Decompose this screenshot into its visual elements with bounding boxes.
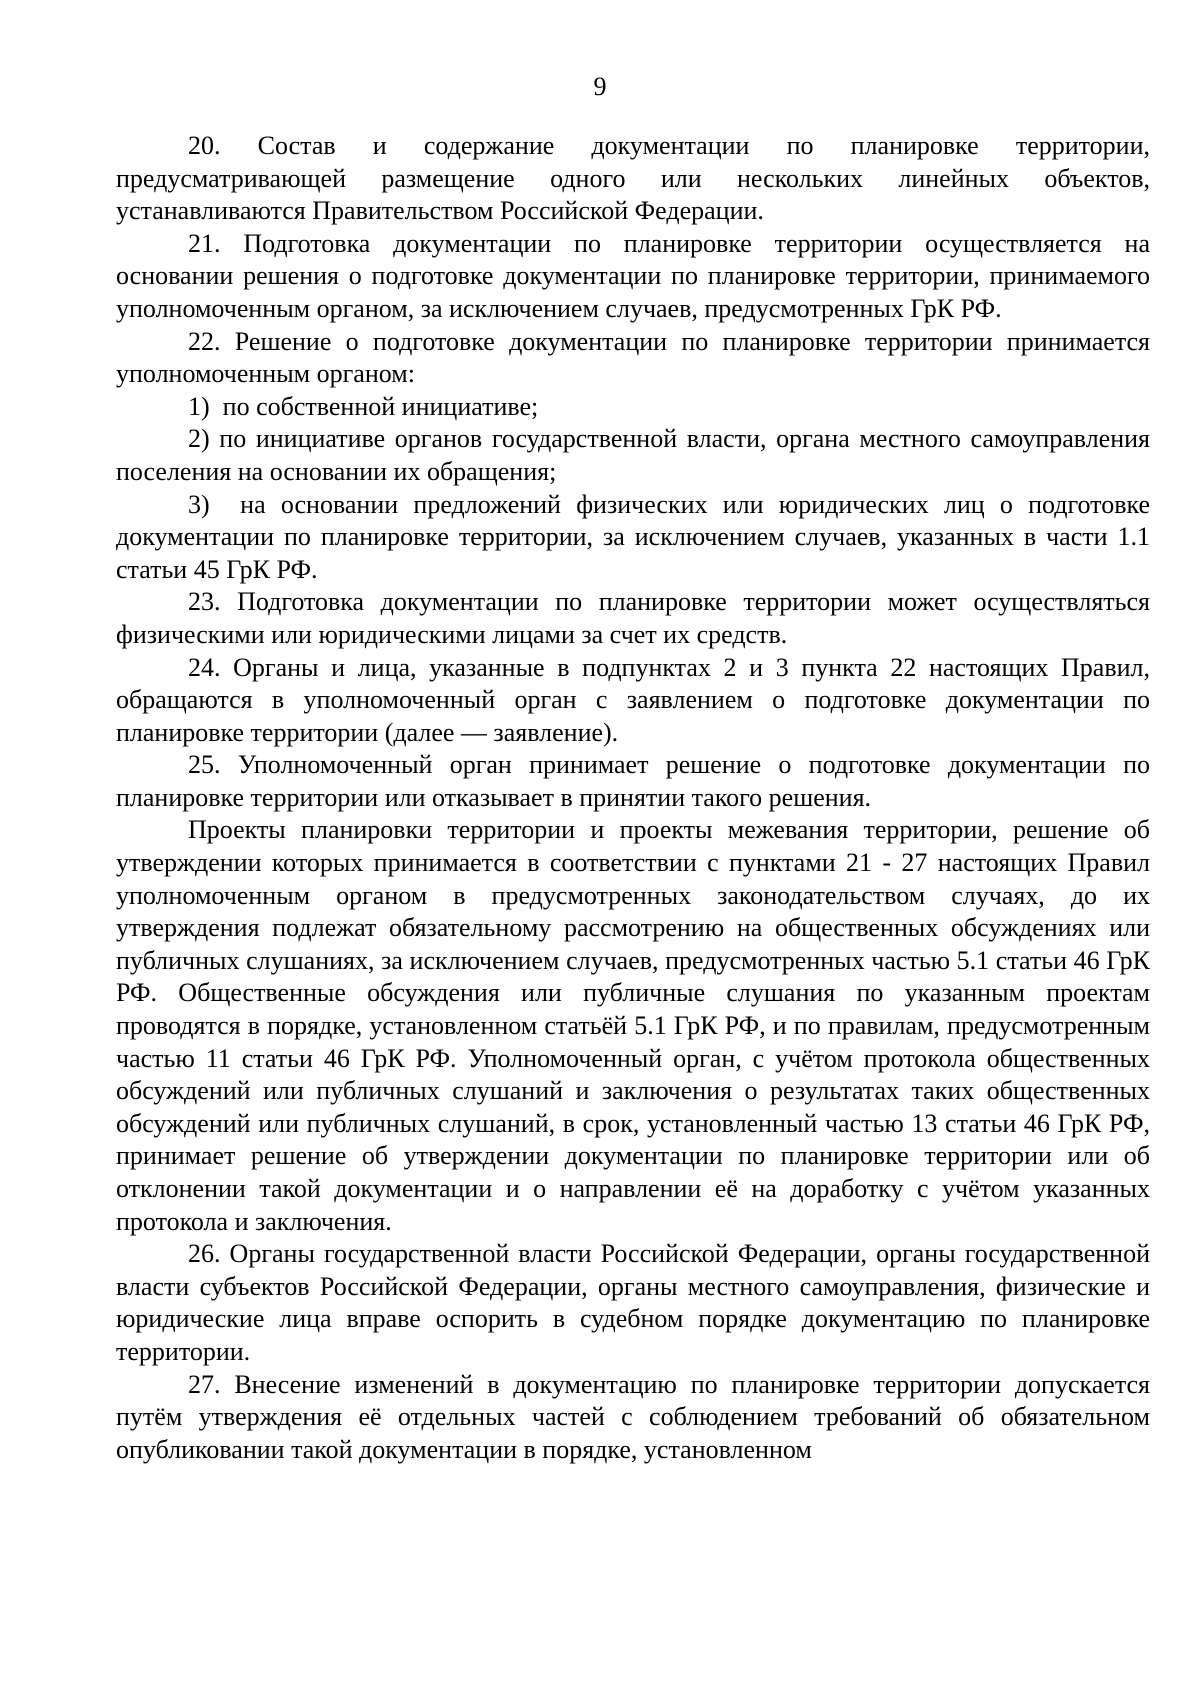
subitem-1 (116, 391, 1150, 424)
page-number: 9 (593, 72, 607, 101)
paragraph-text: Состав и содержание документации по планировке территории, предусматривающей размещение одного или нескольких линейных объектов, устанавливаются Правительством Российской Федерации. (116, 131, 1150, 226)
item-number: 1) (188, 391, 210, 421)
paragraph-text: Органы и лица, указанные в подпунктах 2 и 3 пункта 22 настоящих Правил, обращаются в уполномоченный орган с заявлением о подготовке документации по планировке территории (далее — заявление). (116, 652, 1150, 747)
paragraph-25 (116, 749, 1150, 814)
item-number: 23. (188, 587, 221, 617)
paragraph-23 (116, 586, 1150, 651)
paragraph-text: Уполномоченный орган принимает решение о подготовке документации по планировке территории или отказывает в принятии такого решения. (116, 750, 1151, 812)
item-number: 22. (188, 326, 221, 356)
paragraph-text: по собственной инициативе; (222, 391, 539, 421)
paragraph-projects (116, 814, 1150, 1238)
item-number: 21. (188, 228, 221, 258)
paragraph-text: Подготовка документации по планировке территории осуществляется на основании решения о подготовке документации по планировке территории, принимаемого уполномоченным органом, за исключением случаев, предусмотренных ГрК РФ. (116, 228, 1151, 323)
paragraph-text: по инициативе органов государственной власти, органа местного самоуправления поселения на основании их обращения; (116, 424, 1151, 486)
paragraph-20 (116, 130, 1150, 228)
paragraph-text: Проекты планировки территории и проекты межевания территории, решение об утверждении которых принимается в соответствии с пунктами 21 - 27 настоящих Правил уполномоченным органом в предусмотренных законодательством случаях, до их утверждения подлежат обязательному рассмотрению на общественных обсуждениях или публичных слушаниях, за исключением случаев, предусмотренных частью 5.1 статьи 46 ГрК РФ. Общественные обсуждения или публичные слушания по указанным проектам проводятся в порядке, установленном статьёй 5.1 ГрК РФ, и по правилам, предусмотренным частью 11 статьи 46 ГрК РФ. Уполномоченный орган, с учётом протокола общественных обсуждений или публичных слушаний и заключения о результатах таких общественных обсуждений или публичных слушаний, в срок, установленный частью 13 статьи 46 ГрК РФ, принимает решение об утверждении документации по планировке территории или об отклонении такой документации и о направлении её на доработку с учётом указанных протокола и заключения. (116, 815, 1150, 1236)
document-body (116, 130, 1150, 1466)
paragraph-text: Подготовка документации по планировке территории может осуществляться физическими или юридическими лицами за счет их средств. (116, 587, 1151, 649)
subitem-2 (116, 423, 1150, 488)
subitem-3 (116, 489, 1150, 587)
paragraph-22 (116, 326, 1150, 391)
item-number: 26. (188, 1239, 221, 1269)
item-number: 2) (188, 424, 210, 454)
paragraph-27 (116, 1369, 1150, 1467)
paragraph-21 (116, 228, 1150, 326)
paragraph-text: Решение о подготовке документации по планировке территории принимается уполномоченным органом: (116, 326, 1150, 389)
item-number: 27. (188, 1369, 221, 1399)
paragraph-text: на основании предложений физических или юридических лиц о подготовке документации по планировке территории, за исключением случаев, указанных в части 1.1 статьи 45 ГрК РФ. (116, 489, 1151, 584)
item-number: 3) (188, 489, 210, 519)
item-number: 20. (188, 131, 221, 160)
item-number: 25. (188, 750, 221, 780)
paragraph-text: Внесение изменений в документацию по планировке территории допускается путём утверждения её отдельных частей с соблюдением требований об обязательном опубликовании такой документации в порядке, установленном (116, 1369, 1151, 1464)
paragraph-text: Органы государственной власти Российской Федерации, органы государственной власти субъектов Российской Федерации, органы местного самоуправления, физические и юридические лица вправе оспорить в судебном порядке документацию по планировке территории. (116, 1239, 1151, 1366)
paragraph-26 (116, 1238, 1150, 1368)
paragraph-24 (116, 652, 1150, 750)
item-number: 24. (188, 652, 221, 682)
